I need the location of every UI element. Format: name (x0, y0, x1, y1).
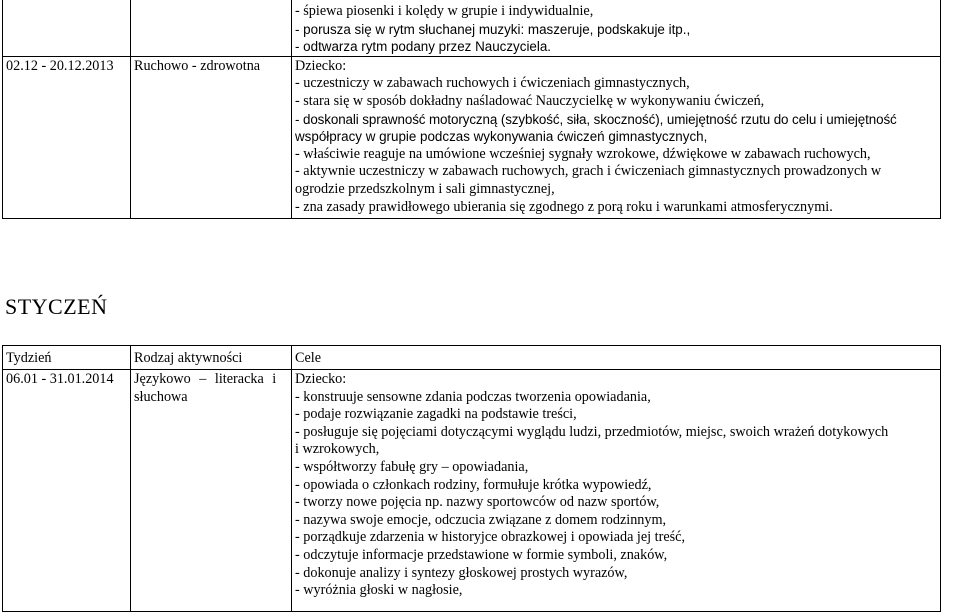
week-date: 02.12 - 20.12.2013 (6, 57, 114, 74)
goal-item: - wyróżnia głoski w nagłosie, (295, 582, 463, 599)
section-heading: STYCZEŃ (5, 294, 108, 319)
goal-item: - właściwie reaguje na umówione wcześniej sygnały wzrokowe, dźwiękowe w zabawach ruchowych, (295, 145, 871, 162)
week-cell (3, 0, 131, 56)
goal-item: - porządkuje zdarzenia w historyjce obrazkowej i opowiada jej treść, (295, 529, 685, 546)
goal-item: - stara się w sposób dokładny naśladować Nauczycielkę w wykonywaniu ćwiczeń, (295, 92, 765, 109)
goal-item: współpracy w grupie podczas wykonywania ćwiczeń gimnastycznych, (295, 129, 708, 145)
goals-cell (292, 56, 941, 218)
goal-item: - doskonali sprawność motoryczną (szybkość, siła, skoczność), umiejętność rzutu do celu i umiejętność (295, 111, 897, 127)
activity-table-december (2, 0, 941, 219)
goal-item: - uczestniczy w zabawach ruchowych i ćwiczeniach gimnastycznych, (295, 75, 690, 92)
goal-item: - nazywa swoje emocje, odczucia związane z domem rodzinnym, (295, 511, 667, 528)
activity-type-cell (131, 370, 292, 612)
goal-item: - podaje rozwiązanie zagadki na podstawie treści, (295, 406, 577, 423)
goal-item: - dokonuje analizy i syntezy głoskowej prostych wyrazów, (295, 564, 628, 581)
goal-item: i wzrokowych, (295, 441, 380, 458)
activity-type-continued: słuchowa (134, 388, 188, 405)
goals-intro: Dziecko: (295, 371, 347, 387)
goal-item: ogrodzie przedszkolnym i sali gimnastycznej, (295, 180, 555, 197)
week-date: 06.01 - 31.01.2014 (6, 371, 114, 387)
header-goals: Cele (292, 346, 941, 370)
goals-cell (292, 370, 941, 612)
table-row (3, 0, 941, 56)
goal-item: - porusza się w rytm słuchanej muzyki: maszeruje, podskakuje itp., (295, 21, 691, 37)
goal-item: - posługuje się pojęciami dotyczącymi wyglądu ludzi, przedmiotów, miejsc, swoich wrażeń dotykowych (295, 423, 889, 440)
activity-type: Ruchowo - zdrowotna (134, 57, 261, 74)
activity-type-cell (131, 0, 292, 56)
table-row (3, 56, 941, 218)
header-week: Tydzień (3, 346, 131, 370)
goals-cell (292, 0, 941, 56)
table-header-row (3, 346, 941, 370)
week-cell (3, 370, 131, 612)
activity-type-cell (131, 56, 292, 218)
goal-item: - współtworzy fabułę gry – opowiadania, (295, 458, 529, 475)
goal-item: - tworzy nowe pojęcia np. nazwy sportowców od nazw sportów, (295, 494, 660, 511)
goal-item: - aktywnie uczestniczy w zabawach ruchowych, grach i ćwiczeniach gimnastycznych prowadzonych w (295, 163, 882, 180)
goal-item: - konstruuje sensowne zdania podczas tworzenia opowiadania, (295, 388, 651, 405)
goal-item: - śpiewa piosenki i kolędy w grupie i indywidualnie, (295, 3, 594, 19)
activity-type: Językowo – literacka i (134, 371, 277, 387)
goal-item: - odtwarza rytm podany przez Nauczyciela. (295, 39, 552, 55)
goal-item: - zna zasady prawidłowego ubierania się zgodnego z porą roku i warunkami atmosferycznymi. (295, 198, 833, 215)
goal-item: - odczytuje informacje przedstawione w formie symboli, znaków, (295, 546, 668, 563)
week-cell (3, 56, 131, 218)
goal-item: - opowiada o członkach rodziny, formułuje krótka wypowiedź, (295, 476, 652, 493)
table-row (3, 370, 941, 612)
goals-intro: Dziecko: (295, 57, 347, 74)
header-activity-type: Rodzaj aktywności (131, 346, 292, 370)
activity-table-january (2, 345, 941, 612)
